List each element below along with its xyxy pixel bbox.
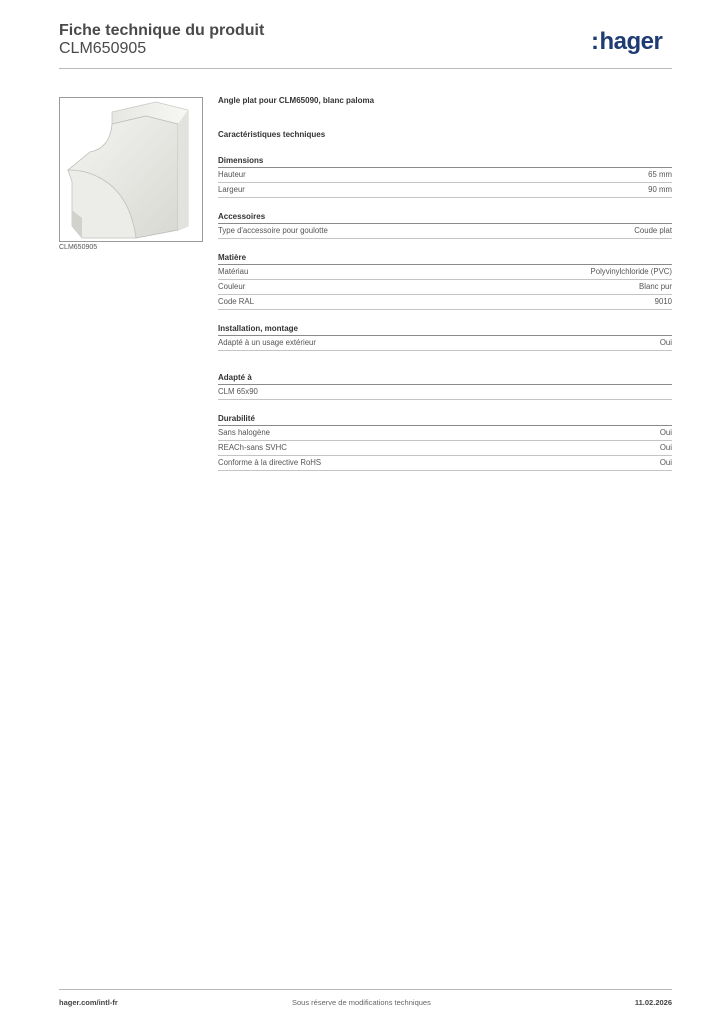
spec-row [218, 426, 672, 441]
section-title: Matière [218, 253, 672, 265]
section-title: Accessoires [218, 212, 672, 224]
spec-row [218, 456, 672, 471]
section-title: Durabilité [218, 414, 672, 426]
spec-content [218, 96, 672, 471]
header-divider [59, 68, 672, 69]
spec-value: Blanc pur [639, 282, 672, 291]
spec-value: 9010 [654, 297, 672, 306]
section-installation [218, 324, 672, 351]
section-dimensions [218, 156, 672, 198]
spec-label: Sans halogène [218, 428, 271, 437]
spec-row [218, 280, 672, 295]
spec-row [218, 295, 672, 310]
spec-row [218, 224, 672, 239]
spec-value: Polyvinylchloride (PVC) [590, 267, 672, 276]
spec-label: Couleur [218, 282, 246, 291]
section-title: Installation, montage [218, 324, 672, 336]
spec-label: Hauteur [218, 170, 246, 179]
spec-label: Matériau [218, 267, 249, 276]
spec-label: Type d'accessoire pour goulotte [218, 226, 328, 235]
footer-website-link[interactable]: hager.com/intl-fr [59, 998, 118, 1007]
spec-row [218, 441, 672, 456]
spec-row [218, 336, 672, 351]
product-description: Angle plat pour CLM65090, blanc paloma [218, 96, 375, 105]
spec-value: Oui [659, 428, 672, 437]
spec-row [218, 385, 672, 400]
spec-value: Oui [659, 458, 672, 467]
section-title: Dimensions [218, 156, 672, 168]
spec-value: Oui [659, 443, 672, 452]
brand-logo-text: hager [599, 28, 663, 55]
product-image [59, 97, 203, 242]
product-reference: CLM650905 [59, 40, 147, 57]
section-title: Adapté à [218, 373, 672, 385]
spec-label: Code RAL [218, 297, 254, 306]
flat-angle-product-illustration [60, 98, 202, 241]
section-durabilite [218, 414, 672, 471]
spec-label: Adapté à un usage extérieur [218, 338, 316, 347]
spec-value: 90 mm [648, 185, 672, 194]
section-adapte [218, 373, 672, 400]
footer-notice: Sous réserve de modifications techniques [292, 998, 431, 1007]
spec-label: Largeur [218, 185, 245, 194]
section-accessoires [218, 212, 672, 239]
spec-row [218, 183, 672, 198]
product-image-caption: CLM650905 [59, 244, 98, 251]
footer-date: 11.02.2026 [634, 998, 672, 1007]
spec-label: Conforme à la directive RoHS [218, 458, 322, 467]
spec-label: REACh-sans SVHC [218, 443, 287, 452]
page-title: Fiche technique du produit [59, 22, 265, 39]
page-header [59, 22, 264, 58]
section-matiere [218, 253, 672, 310]
spec-value: 65 mm [648, 170, 672, 179]
brand-logo: :hager [591, 28, 663, 55]
footer-divider [59, 989, 672, 990]
spec-label: CLM 65x90 [218, 387, 258, 396]
spec-value: Oui [659, 338, 672, 347]
spec-row [218, 265, 672, 280]
spec-row [218, 168, 672, 183]
tech-characteristics-heading: Caractéristiques techniques [218, 130, 326, 139]
spec-value: Coude plat [634, 226, 672, 235]
